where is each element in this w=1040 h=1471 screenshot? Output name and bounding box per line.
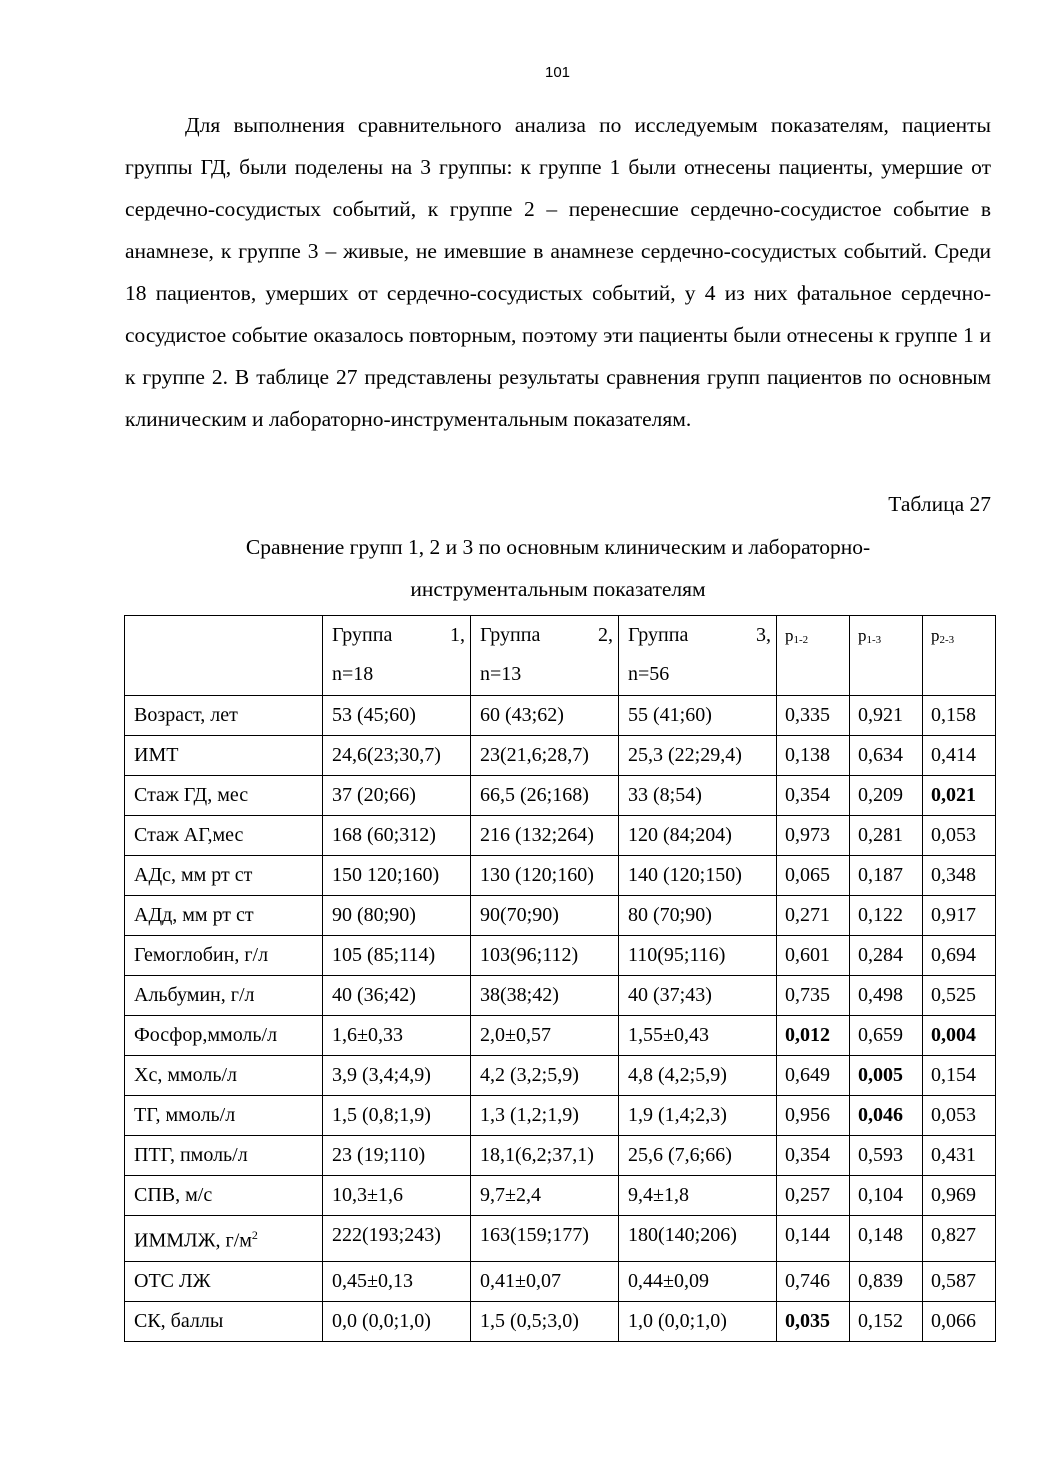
row-label: Фосфор,ммоль/л: [125, 1016, 323, 1056]
cell-p12: 0,956: [777, 1096, 850, 1136]
cell-group-2: 60 (43;62): [471, 696, 619, 736]
cell-group-3: 0,44±0,09: [619, 1261, 777, 1301]
cell-p13: 0,104: [850, 1176, 923, 1216]
superscript: 2: [251, 1228, 258, 1242]
table-row: [125, 896, 996, 936]
cell-p12-significant: 0,012: [777, 1016, 850, 1056]
cell-group-3: 110(95;116): [619, 936, 777, 976]
cell-p23: 0,066: [923, 1301, 996, 1341]
cell-p12: 0,144: [777, 1216, 850, 1262]
header-p13: $p_{1-3}$: [850, 616, 923, 696]
page-number: 101: [544, 64, 571, 81]
cell-group-2: 0,41±0,07: [471, 1261, 619, 1301]
caption-line-1: Сравнение групп 1, 2 и 3 по основным клиническим и лабораторно-: [245, 535, 871, 559]
cell-p23: 0,587: [923, 1261, 996, 1301]
header-empty-cell: [125, 616, 323, 696]
cell-group-1: 53 (45;60): [323, 696, 471, 736]
row-label: ТГ, ммоль/л: [125, 1096, 323, 1136]
cell-p13-significant: 0,046: [850, 1096, 923, 1136]
cell-p12: 0,271: [777, 896, 850, 936]
group-3-number: 3,: [756, 624, 771, 646]
cell-p13: 0,209: [850, 776, 923, 816]
cell-group-3: 9,4±1,8: [619, 1176, 777, 1216]
cell-group-3: 120 (84;204): [619, 816, 777, 856]
cell-p23: 0,053: [923, 1096, 996, 1136]
cell-group-1: 90 (80;90): [323, 896, 471, 936]
cell-group-2: 9,7±2,4: [471, 1176, 619, 1216]
cell-group-1: 150 120;160): [323, 856, 471, 896]
cell-p12: 0,138: [777, 736, 850, 776]
cell-group-1: 105 (85;114): [323, 936, 471, 976]
header-group-2: [471, 616, 619, 696]
cell-p23: 0,158: [923, 696, 996, 736]
row-label: Возраст, лет: [125, 696, 323, 736]
cell-p12-significant: 0,035: [777, 1301, 850, 1341]
cell-p13: 0,281: [850, 816, 923, 856]
cell-group-1: 3,9 (3,4;4,9): [323, 1056, 471, 1096]
cell-group-1: 0,45±0,13: [323, 1261, 471, 1301]
cell-group-3: 140 (120;150): [619, 856, 777, 896]
cell-p23: 0,827: [923, 1216, 996, 1262]
group-1-name: Группа: [332, 624, 393, 646]
cell-p23: 0,525: [923, 976, 996, 1016]
cell-group-2: 23(21,6;28,7): [471, 736, 619, 776]
cell-p23: 0,154: [923, 1056, 996, 1096]
cell-group-2: 163(159;177): [471, 1216, 619, 1262]
row-label: СПВ, м/с: [125, 1176, 323, 1216]
cell-p23: 0,917: [923, 896, 996, 936]
cell-group-1: 23 (19;110): [323, 1136, 471, 1176]
cell-p23: 0,431: [923, 1136, 996, 1176]
table-row: [125, 1176, 996, 1216]
row-label: Гемоглобин, г/л: [125, 936, 323, 976]
cell-p12: 0,354: [777, 1136, 850, 1176]
row-label: ИМТ: [125, 736, 323, 776]
body-paragraph: Для выполнения сравнительного анализа по исследуемым показателям, пациенты группы ГД, были поделены на 3 группы: к группе 1 были отнесены пациенты, умершие от сердечно-сосудистых событий, к группе 2 – перенесшие сердечно-сосудистое событие в анамнезе, к группе 3 – живые, не имевшие в анамнезе сердечно-сосудистых событий. Среди 18 пациентов, умерших от сердечно-сосудистых событий, у 4 из них фатальное сердечно-сосудистое событие оказалось повторным, поэтому эти пациенты были отнесены к группе 1 и к группе 2. В таблице 27 представлены результаты сравнения групп пациентов по основным клиническим и лабораторно-инструментальным показателям.: [125, 113, 991, 431]
cell-group-2: 1,5 (0,5;3,0): [471, 1301, 619, 1341]
header-group-1: [323, 616, 471, 696]
cell-group-2: 90(70;90): [471, 896, 619, 936]
cell-p12: 0,335: [777, 696, 850, 736]
cell-group-3: 80 (70;90): [619, 896, 777, 936]
cell-p23-significant: 0,004: [923, 1016, 996, 1056]
cell-group-1: 0,0 (0,0;1,0): [323, 1301, 471, 1341]
cell-group-1: 1,5 (0,8;1,9): [323, 1096, 471, 1136]
cell-p23: 0,053: [923, 816, 996, 856]
cell-p12: 0,601: [777, 936, 850, 976]
table-row: [125, 1301, 996, 1341]
table-row: [125, 736, 996, 776]
cell-p13: 0,498: [850, 976, 923, 1016]
cell-p23: 0,348: [923, 856, 996, 896]
row-label: ИММЛЖ, $г/м^2$: [125, 1216, 323, 1262]
group-2-number: 2,: [598, 624, 613, 646]
cell-p13: 0,659: [850, 1016, 923, 1056]
comparison-table: [124, 615, 996, 1342]
cell-p12: 0,257: [777, 1176, 850, 1216]
cell-p12: 0,065: [777, 856, 850, 896]
table-row: [125, 776, 996, 816]
cell-group-2: 1,3 (1,2;1,9): [471, 1096, 619, 1136]
cell-group-2: 216 (132;264): [471, 816, 619, 856]
table-row: [125, 856, 996, 896]
cell-group-2: 38(38;42): [471, 976, 619, 1016]
cell-p13: 0,152: [850, 1301, 923, 1341]
cell-group-2: 18,1(6,2;37,1): [471, 1136, 619, 1176]
cell-p12: 0,735: [777, 976, 850, 1016]
cell-group-3: 33 (8;54): [619, 776, 777, 816]
cell-group-3: 180(140;206): [619, 1216, 777, 1262]
cell-group-2: 2,0±0,57: [471, 1016, 619, 1056]
group-1-count: n=18: [332, 663, 374, 685]
row-label: Стаж ГД, мес: [125, 776, 323, 816]
group-3-count: n=56: [628, 663, 670, 685]
cell-group-3: 1,0 (0,0;1,0): [619, 1301, 777, 1341]
cell-group-2: 130 (120;160): [471, 856, 619, 896]
group-2-count: n=13: [480, 663, 522, 685]
cell-group-3: 1,9 (1,4;2,3): [619, 1096, 777, 1136]
cell-p12: 0,746: [777, 1261, 850, 1301]
cell-p12: 0,973: [777, 816, 850, 856]
row-label: АДд, мм рт ст: [125, 896, 323, 936]
table-row: [125, 1261, 996, 1301]
table-header-row: [125, 616, 996, 696]
cell-group-2: 4,2 (3,2;5,9): [471, 1056, 619, 1096]
cell-p13: 0,284: [850, 936, 923, 976]
row-label: АДс, мм рт ст: [125, 856, 323, 896]
table-row: [125, 1096, 996, 1136]
cell-group-1: 1,6±0,33: [323, 1016, 471, 1056]
table-row: [125, 1136, 996, 1176]
cell-group-3: 4,8 (4,2;5,9): [619, 1056, 777, 1096]
table-row: [125, 976, 996, 1016]
cell-group-1: 40 (36;42): [323, 976, 471, 1016]
cell-group-1: 168 (60;312): [323, 816, 471, 856]
cell-group-2: 66,5 (26;168): [471, 776, 619, 816]
cell-p13: 0,593: [850, 1136, 923, 1176]
caption-line-2: инструментальным показателям: [410, 577, 706, 601]
group-3-name: Группа: [628, 624, 689, 646]
cell-group-3: 25,3 (22;29,4): [619, 736, 777, 776]
cell-p12: 0,649: [777, 1056, 850, 1096]
cell-p13-significant: 0,005: [850, 1056, 923, 1096]
cell-p13: 0,122: [850, 896, 923, 936]
table-caption: [125, 526, 991, 610]
cell-group-1: 24,6(23;30,7): [323, 736, 471, 776]
cell-p13: 0,839: [850, 1261, 923, 1301]
cell-group-3: 55 (41;60): [619, 696, 777, 736]
cell-group-3: 25,6 (7,6;66): [619, 1136, 777, 1176]
cell-group-2: 103(96;112): [471, 936, 619, 976]
cell-p23: 0,969: [923, 1176, 996, 1216]
header-group-3: [619, 616, 777, 696]
table-row: [125, 696, 996, 736]
cell-group-1: 37 (20;66): [323, 776, 471, 816]
header-p12: $p_{1-2}$: [777, 616, 850, 696]
cell-p13: 0,148: [850, 1216, 923, 1262]
row-label: СК, баллы: [125, 1301, 323, 1341]
group-1-number: 1,: [450, 624, 465, 646]
table-row: [125, 1056, 996, 1096]
cell-group-3: 40 (37;43): [619, 976, 777, 1016]
cell-group-1: 222(193;243): [323, 1216, 471, 1262]
group-2-name: Группа: [480, 624, 541, 646]
cell-p12: 0,354: [777, 776, 850, 816]
cell-p13: 0,634: [850, 736, 923, 776]
cell-p13: 0,187: [850, 856, 923, 896]
table-row: [125, 1016, 996, 1056]
table-row: [125, 1216, 996, 1262]
header-p23: $p_{2-3}$: [923, 616, 996, 696]
cell-p23: 0,414: [923, 736, 996, 776]
row-label: Альбумин, г/л: [125, 976, 323, 1016]
row-label: ОТС ЛЖ: [125, 1261, 323, 1301]
cell-group-3: 1,55±0,43: [619, 1016, 777, 1056]
row-label: ПТГ, пмоль/л: [125, 1136, 323, 1176]
row-label: Хс, ммоль/л: [125, 1056, 323, 1096]
table-row: [125, 816, 996, 856]
cell-p13: 0,921: [850, 696, 923, 736]
table-label: Таблица 27: [888, 492, 991, 516]
cell-p23: 0,694: [923, 936, 996, 976]
cell-group-1: 10,3±1,6: [323, 1176, 471, 1216]
row-label: Стаж АГ,мес: [125, 816, 323, 856]
cell-p23-significant: 0,021: [923, 776, 996, 816]
table-row: [125, 936, 996, 976]
